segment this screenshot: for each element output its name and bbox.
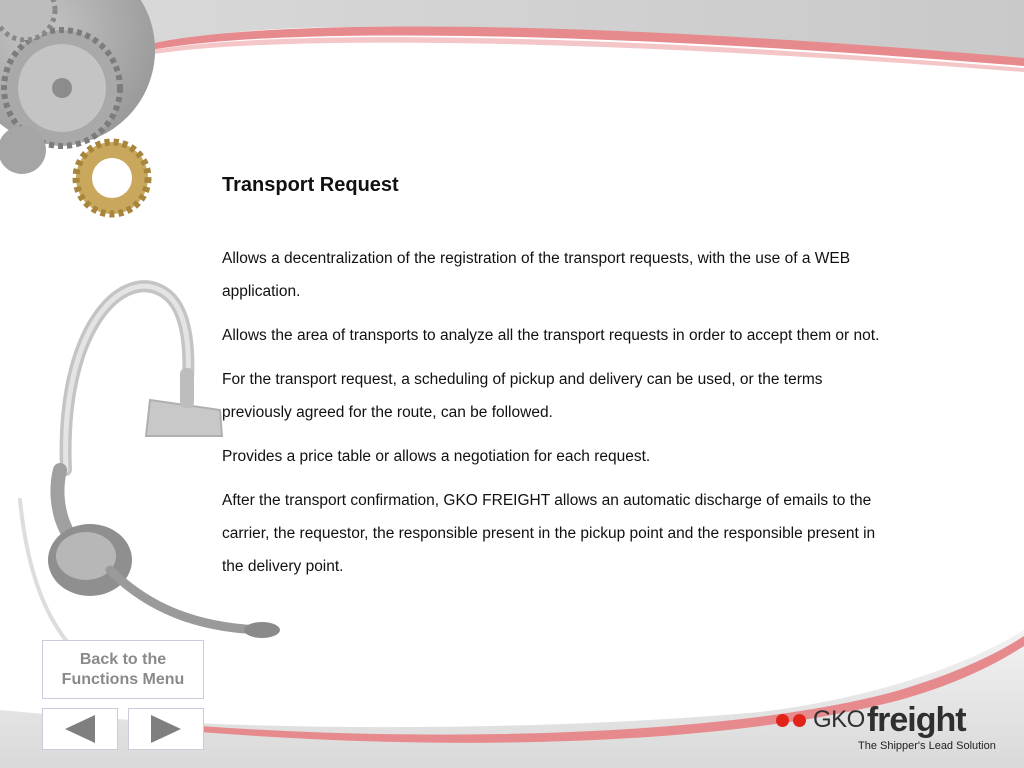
page-title: Transport Request — [222, 174, 399, 196]
logo-gko-text: GKO — [813, 706, 865, 733]
paragraph: Provides a price table or allows a negotiation for each request. — [222, 448, 651, 465]
paragraph: Allows a decentralization of the registration of the transport requests, with the use of a WEB application. — [222, 250, 851, 300]
logo-dot — [776, 714, 789, 727]
paragraph: After the transport confirmation, GKO FREIGHT allows an automatic discharge of emails to the carrier, the requestor, the responsible present in the pickup point and the responsible present in the delivery point. — [222, 492, 876, 575]
description-list — [222, 242, 882, 594]
gko-freight-logo — [776, 700, 1006, 760]
back-to-functions-menu-button[interactable] — [42, 640, 204, 699]
triangle-right-icon — [149, 713, 183, 745]
back-button-line1: Back to the — [79, 650, 167, 668]
paragraph: For the transport request, a scheduling of pickup and delivery can be used, or the terms previously agreed for the route, can be followed. — [222, 371, 823, 421]
logo-dot — [793, 714, 806, 727]
logo-freight-text: freight — [866, 700, 966, 739]
paragraph: Allows the area of transports to analyze all the transport requests in order to accept them or not. — [222, 327, 880, 344]
gears-image — [0, 0, 155, 214]
triangle-left-icon — [63, 713, 97, 745]
previous-slide-button[interactable] — [42, 708, 118, 750]
next-slide-button[interactable] — [128, 708, 204, 750]
back-button-line2: Functions Menu — [61, 670, 185, 688]
logo-tagline: The Shipper's Lead Solution — [858, 740, 996, 752]
